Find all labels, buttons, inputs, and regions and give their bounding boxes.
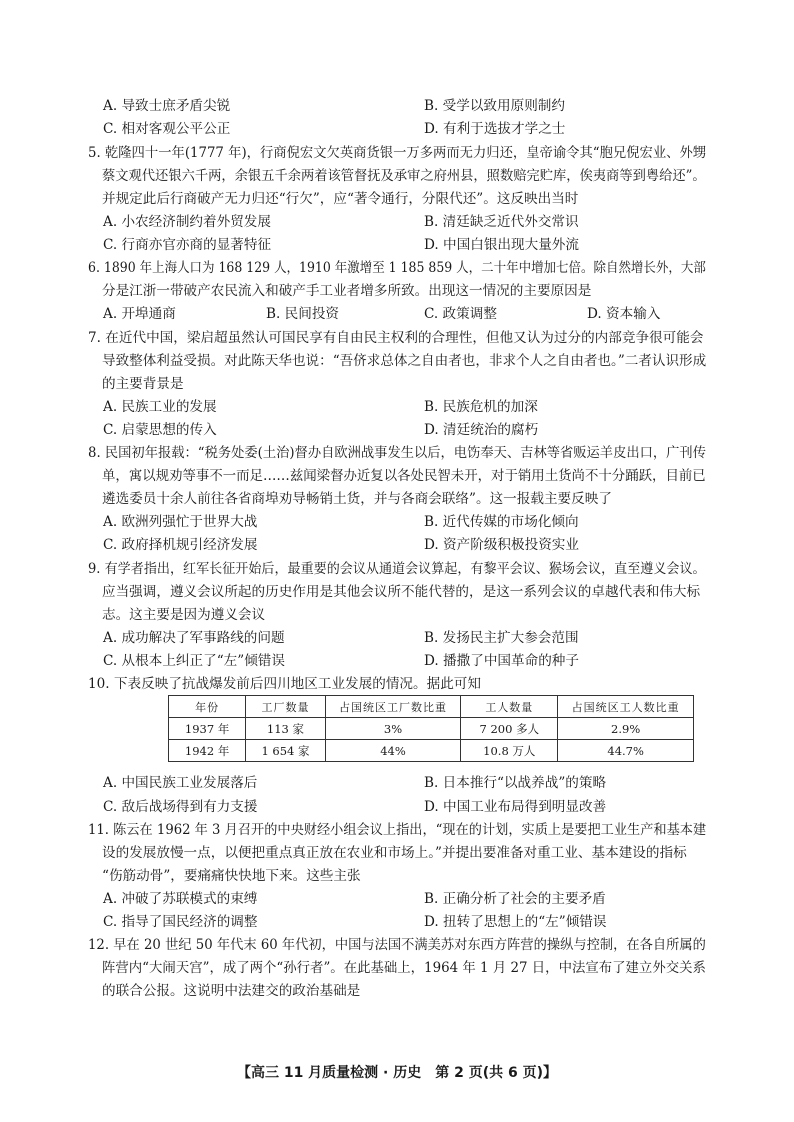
q4-option-d: D. 有利于选拔才学之士 [424,121,566,137]
q5-option-b: B. 清廷缺乏近代外交常识 [424,214,579,230]
q6-option-b: B. 民间投资 [266,306,340,322]
table-row [169,718,694,740]
q6-option-d: D. 资本输入 [587,306,661,322]
q11-stem-line-3: “伤筋动骨”，要痛痛快快地下来。这些主张 [102,868,361,884]
table-cell: 2.9% [558,718,694,740]
table-cell: 10.8 万人 [461,740,558,762]
q11-option-c: C. 指导了国民经济的调整 [103,914,258,930]
page-footer: 【高三 11 月质量检测 · 历史 第 2 页(共 6 页)】 [236,1065,558,1081]
q7-stem-line-1: 7. 在近代中国，梁启超虽然认可国民享有自由民主权利的合理性，但他又认为过分的内部竞争很可能会 [88,330,704,346]
q9-stem-line-1: 9. 有学者指出，红军长征开始后，最重要的会议从通道会议算起，有黎平会议、猴场会议，直至遵义会议。 [88,561,706,577]
q4-option-a: A. 导致士庶矛盾尖锐 [103,98,231,114]
q7-option-d: D. 清廷统治的腐朽 [424,422,539,438]
q8-stem-line-3: 遴选委员十余人前往各省商埠劝导畅销土货，并与各商会联络”。这一报载主要反映了 [102,491,612,507]
table-cell: 7 200 多人 [461,718,558,740]
q12-stem-line-2: 阵营内“大闹天宫”，成了两个“孙行者”。在此基础上，1964 年 1 月 27 日，中法宣布了建立外交关系 [102,960,706,976]
q7-option-c: C. 启蒙思想的传入 [103,422,217,438]
table-cell: 1 654 家 [246,740,325,762]
q7-option-a: A. 民族工业的发展 [103,399,217,415]
q7-option-b: B. 民族危机的加深 [424,399,538,415]
q10-option-b: B. 日本推行“以战养战”的策略 [424,775,607,791]
q11-stem-line-2: 设的发展放慢一点，以便把重点真正放在农业和市场上。”并提出要准备对重工业、基本建设的指标 [102,845,687,861]
q11-option-d: D. 扭转了思想上的“左”倾错误 [424,914,607,930]
table-header-cell: 工人数量 [461,696,558,718]
q8-stem-line-1: 8. 民国初年报载：“税务处委(土治)督办自欧洲战事发生以后，电饬奉天、吉林等省贩运羊皮出口，广刊传 [88,445,706,461]
table-header-cell: 占国统区工厂数比重 [325,696,461,718]
q7-stem-line-2: 导致整体利益受损。对此陈天华也说：“吾侪求总体之自由者也，非求个人之自由者也。”二者认识形成 [102,353,707,369]
q12-stem-line-3: 的联合公报。这说明中法建交的政治基础是 [102,983,361,999]
q10-option-d: D. 中国工业布局得到明显改善 [424,799,607,815]
q11-stem-line-1: 11. 陈云在 1962 年 3 月召开的中央财经小组会议上指出，“现在的计划，实质上是要把工业生产和基本建 [88,822,707,838]
q4-option-b: B. 受学以致用原则制约 [424,98,565,114]
q5-stem-line-1: 5. 乾隆四十一年(1777 年)，行商倪宏文欠英商货银一万多两而无力归还，皇帝谕令其“胞兄倪宏业、外甥 [88,145,707,161]
q9-option-b: B. 发扬民主扩大参会范围 [424,630,579,646]
q8-stem-line-2: 单，寓以规劝等事不一而足……兹闻梁督办近复以各处民智未开，对于销用土货尚不十分踊跃，目前已 [102,468,706,484]
q9-stem-line-3: 志。这主要是因为遵义会议 [102,607,266,623]
q5-option-a: A. 小农经济制约着外贸发展 [103,214,271,230]
q5-option-d: D. 中国白银出现大量外流 [424,237,579,253]
q11-option-a: A. 冲破了苏联模式的束缚 [103,891,258,907]
q5-stem-line-2: 蔡文观代还银六千两，余银五千余两着该管督抚及承审之府州县，照数赔完贮库，俟夷商等到粤给还”。 [102,168,706,184]
q8-option-a: A. 欧洲列强忙于世界大战 [103,514,258,530]
q5-option-c: C. 行商亦官亦商的显著特征 [103,237,272,253]
q6-option-c: C. 政策调整 [424,306,497,322]
table-cell: 1942 年 [169,740,246,762]
q6-stem-line-2: 分是江浙一带破产农民流入和破产手工业者增多所致。出现这一情况的主要原因是 [102,283,592,299]
q6-option-a: A. 开埠通商 [103,306,176,322]
q4-option-c: C. 相对客观公平公正 [103,121,231,137]
q6-stem-line-1: 6. 1890 年上海人口为 168 129 人，1910 年激增至 1 185 859 人，二十年中增加七倍。除自然增长外，大部 [88,260,706,276]
table-cell: 1937 年 [169,718,246,740]
q8-option-b: B. 近代传媒的市场化倾向 [424,514,579,530]
table-header-cell: 工厂数量 [246,696,325,718]
q10-option-c: C. 敌后战场得到有力支援 [103,799,258,815]
table-cell: 44% [325,740,461,762]
table-row [169,740,694,762]
table-header-row [169,696,694,718]
q8-option-d: D. 资产阶级积极投资实业 [424,537,579,553]
q10-option-a: A. 中国民族工业发展落后 [103,775,258,791]
q7-stem-line-3: 的主要背景是 [102,376,184,392]
q9-stem-line-2: 应当强调，遵义会议所起的历史作用是其他会议所不能代替的，是这一系列会议的卓越代表和伟大标 [102,584,701,600]
q5-stem-line-3: 并规定此后行商破产无力归还“行欠”，应“著令通行，分限代还”。这反映出当时 [102,191,579,207]
q9-option-d: D. 播撒了中国革命的种子 [424,653,579,669]
table-header-cell: 占国统区工人数比重 [558,696,694,718]
table-cell: 44.7% [558,740,694,762]
q11-option-b: B. 正确分析了社会的主要矛盾 [424,891,606,907]
table-header-cell: 年份 [169,696,246,718]
q10-stem: 10. 下表反映了抗战爆发前后四川地区工业发展的情况。据此可知 [88,676,481,692]
q12-stem-line-1: 12. 早在 20 世纪 50 年代末 60 年代初，中国与法国不满美苏对东西方阵营的操纵与控制，在各自所属的 [88,937,706,953]
q10-industry-table [168,695,694,762]
q8-option-c: C. 政府择机规引经济发展 [103,537,258,553]
q9-option-c: C. 从根本上纠正了“左”倾错误 [103,653,285,669]
table-cell: 113 家 [246,718,325,740]
q9-option-a: A. 成功解决了军事路线的问题 [103,630,285,646]
table-cell: 3% [325,718,461,740]
